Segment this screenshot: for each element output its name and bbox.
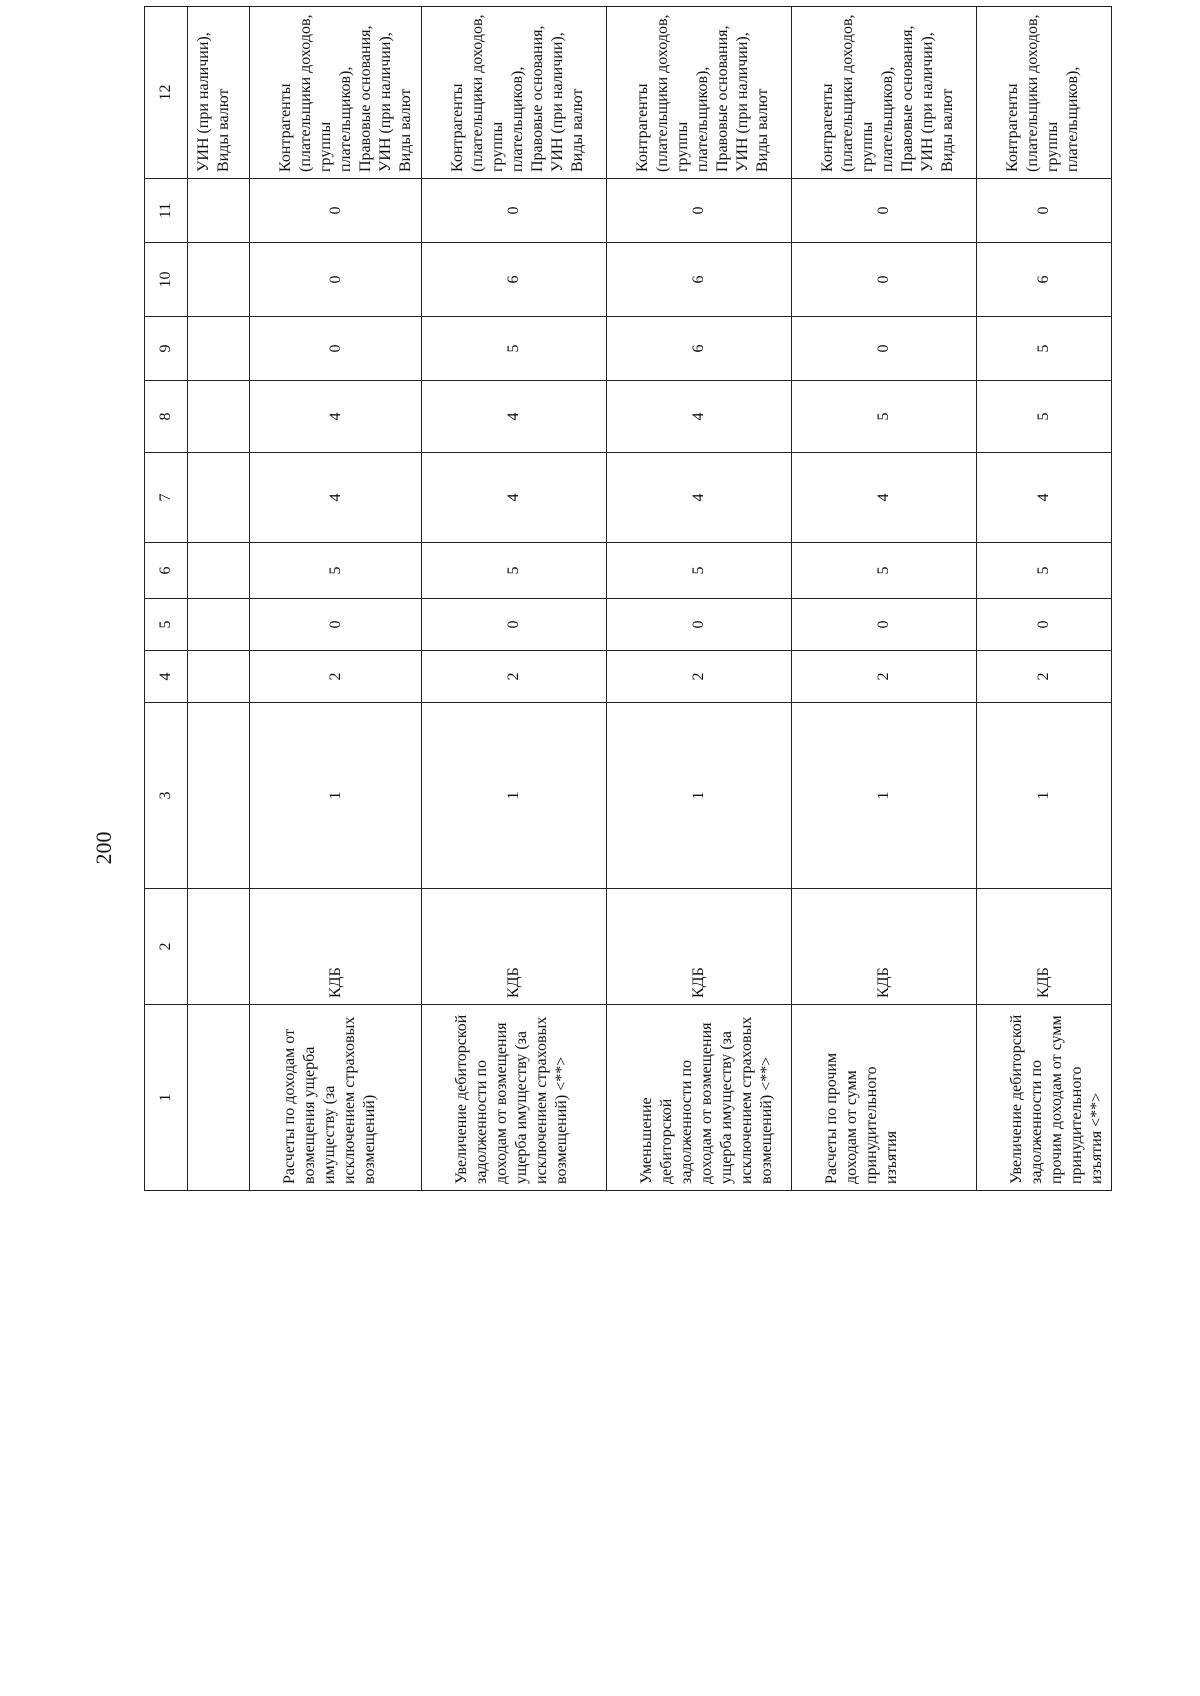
value-cell: 5: [977, 381, 1112, 453]
value-cell: 1: [977, 703, 1112, 889]
value-cell: 0: [792, 317, 977, 381]
value-cell: 5: [607, 543, 792, 599]
value-cell: [188, 703, 250, 889]
value-cell: 0: [792, 179, 977, 243]
attributes-cell: Контрагенты (плательщики доходов, группы плательщиков), Правовые основания, УИН (при наличии), Виды валют: [607, 7, 792, 179]
attributes-cell: Контрагенты (плательщики доходов, группы плательщиков), Правовые основания, УИН (при наличии), Виды валют: [422, 7, 607, 179]
value-cell: [188, 543, 250, 599]
value-cell: 4: [607, 381, 792, 453]
value-cell: [188, 651, 250, 703]
value-cell: 2: [977, 651, 1112, 703]
value-cell: 0: [607, 599, 792, 651]
value-cell: 5: [422, 543, 607, 599]
value-cell: 5: [250, 543, 422, 599]
value-cell: 5: [977, 317, 1112, 381]
value-cell: 5: [792, 381, 977, 453]
value-cell: 0: [250, 243, 422, 317]
attributes-cell: УИН (при наличии), Виды валют: [188, 7, 250, 179]
value-cell: 0: [977, 599, 1112, 651]
value-cell: 0: [250, 317, 422, 381]
value-cell: 0: [250, 179, 422, 243]
value-cell: 1: [422, 703, 607, 889]
code-cell: [188, 889, 250, 1005]
row-name-cell: Увеличение дебиторской задолженности по доходам от возмещения ущерба имуществу (за исключением страховых возмещений) <**>: [422, 1005, 607, 1191]
value-cell: 6: [977, 243, 1112, 317]
attributes-cell: Контрагенты (плательщики доходов, группы плательщиков), Правовые основания, УИН (при наличии), Виды валют: [250, 7, 422, 179]
value-cell: 4: [422, 453, 607, 543]
column-header: 8: [145, 381, 188, 453]
value-cell: [188, 179, 250, 243]
table-row: [792, 7, 977, 1191]
value-cell: [188, 317, 250, 381]
value-cell: 1: [607, 703, 792, 889]
value-cell: 5: [977, 543, 1112, 599]
value-cell: 0: [250, 599, 422, 651]
accounting-table: [144, 6, 1112, 1191]
page-number: 200: [91, 831, 116, 865]
value-cell: 2: [607, 651, 792, 703]
header-row: [145, 7, 188, 1191]
value-cell: 4: [422, 381, 607, 453]
attributes-cell: Контрагенты (плательщики доходов, группы плательщиков), Правовые основания, УИН (при наличии), Виды валют: [792, 7, 977, 179]
value-cell: 0: [422, 179, 607, 243]
code-cell: КДБ: [792, 889, 977, 1005]
value-cell: 1: [250, 703, 422, 889]
value-cell: 2: [250, 651, 422, 703]
value-cell: 4: [250, 381, 422, 453]
column-header: 3: [145, 703, 188, 889]
table-row: [977, 7, 1112, 1191]
column-header: 12: [145, 7, 188, 179]
table-row: [607, 7, 792, 1191]
code-cell: КДБ: [422, 889, 607, 1005]
row-name-cell: Увеличение дебиторской задолженности по прочим доходам от сумм принудительного изъятия <**>: [977, 1005, 1112, 1191]
value-cell: 0: [792, 599, 977, 651]
column-header: 5: [145, 599, 188, 651]
code-cell: КДБ: [607, 889, 792, 1005]
value-cell: 1: [792, 703, 977, 889]
value-cell: 6: [422, 243, 607, 317]
value-cell: 0: [792, 243, 977, 317]
value-cell: 5: [792, 543, 977, 599]
value-cell: 4: [607, 453, 792, 543]
row-name-cell: Уменьшение дебиторской задолженности по доходам от возмещения ущерба имуществу (за исключением страховых возмещений) <**>: [607, 1005, 792, 1191]
table-row: [250, 7, 422, 1191]
table-row: [422, 7, 607, 1191]
value-cell: 6: [607, 243, 792, 317]
value-cell: [188, 243, 250, 317]
code-cell: КДБ: [250, 889, 422, 1005]
value-cell: 4: [792, 453, 977, 543]
value-cell: 5: [422, 317, 607, 381]
column-header: 10: [145, 243, 188, 317]
value-cell: 0: [422, 599, 607, 651]
code-cell: КДБ: [977, 889, 1112, 1005]
attributes-cell: Контрагенты (плательщики доходов, группы плательщиков),: [977, 7, 1112, 179]
column-header: 1: [145, 1005, 188, 1191]
row-name-cell: Расчеты по доходам от возмещения ущерба имуществу (за исключением страховых возмещений): [250, 1005, 422, 1191]
value-cell: 4: [250, 453, 422, 543]
value-cell: 0: [977, 179, 1112, 243]
value-cell: 2: [422, 651, 607, 703]
column-header: 7: [145, 453, 188, 543]
column-header: 11: [145, 179, 188, 243]
table-row: [188, 7, 250, 1191]
row-name-cell: [188, 1005, 250, 1191]
column-header: 4: [145, 651, 188, 703]
column-header: 6: [145, 543, 188, 599]
row-name-cell: Расчеты по прочим доходам от сумм принудительного изъятия: [792, 1005, 977, 1191]
value-cell: [188, 453, 250, 543]
value-cell: 4: [977, 453, 1112, 543]
value-cell: [188, 381, 250, 453]
value-cell: 2: [792, 651, 977, 703]
value-cell: 6: [607, 317, 792, 381]
column-header: 9: [145, 317, 188, 381]
value-cell: 0: [607, 179, 792, 243]
column-header: 2: [145, 889, 188, 1005]
value-cell: [188, 599, 250, 651]
